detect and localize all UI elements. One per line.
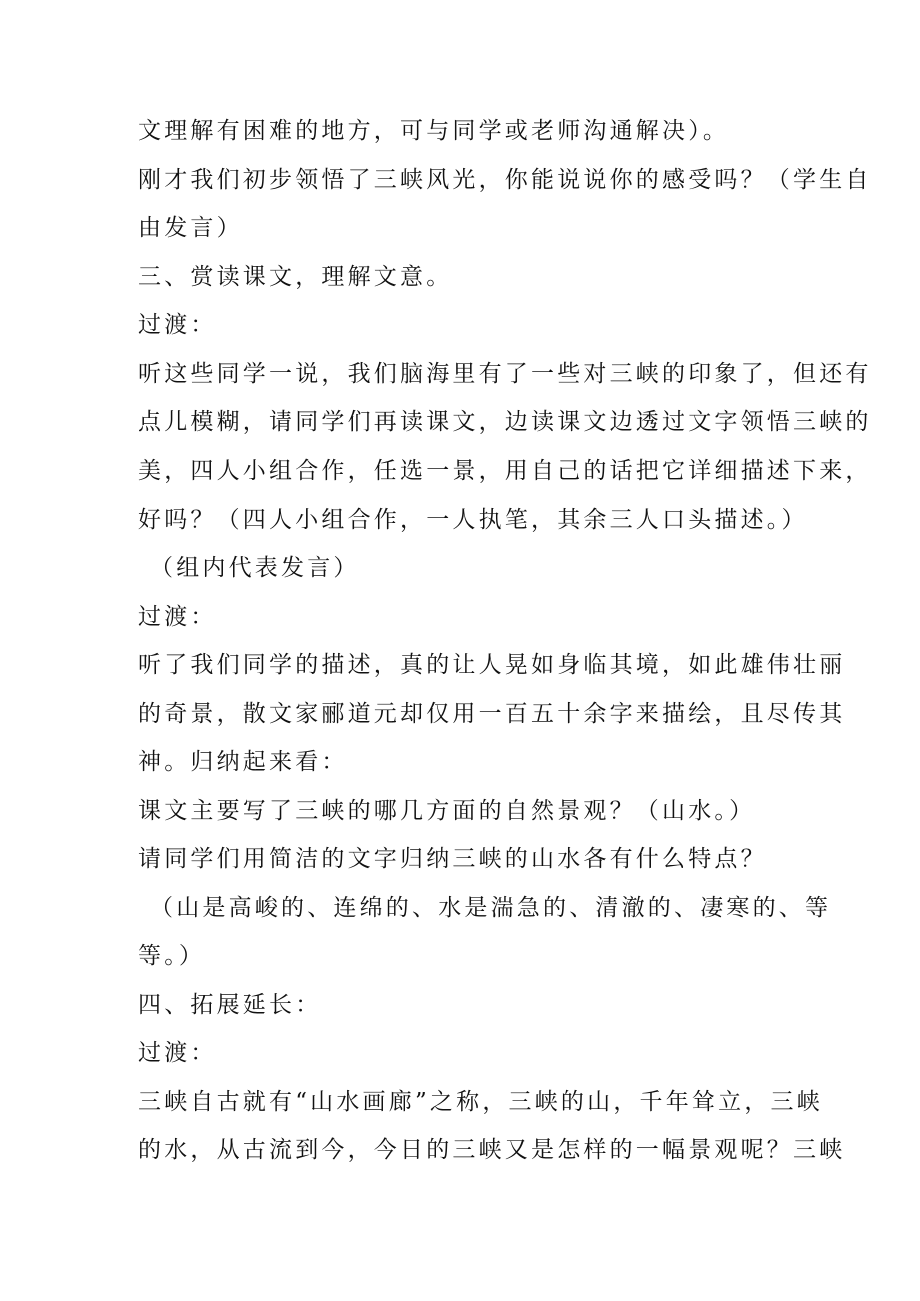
text-line: （山是高峻的、连绵的、水是湍急的、清澈的、凄寒的、等 [150,895,832,921]
transition-label: 过渡： [138,604,217,630]
text-line: 好吗？（四人小组合作，一人执笔，其余三人口头描述。） [138,507,808,533]
text-line: 文理解有困难的地方，可与同学或老师沟通解决）。 [138,118,730,144]
text-line: 点儿模糊，请同学们再读课文，边读课文边透过文字领悟三峡的 [138,409,872,435]
text-line: 神。归纳起来看： [138,749,348,775]
text-line: 三峡自古就有“山水画廊”之称，三峡的山，千年耸立，三峡 [138,1089,823,1115]
transition-label: 过渡： [138,1040,217,1066]
text-line: 的奇景，散文家郦道元却仅用一百五十余字来描绘，且尽传其 [138,701,846,727]
text-line: 的水，从古流到今，今日的三峡又是怎样的一幅景观呢？三峡 [138,1137,846,1163]
text-line: 美，四人小组合作，任选一景，用自己的话把它详细描述下来， [138,458,872,484]
section-heading: 三、赏读课文，理解文意。 [138,264,453,290]
text-line: 听了我们同学的描述，真的让人晃如身临其境，如此雄伟壮丽 [138,652,846,678]
text-line: （组内代表发言） [150,555,360,581]
text-line: 等。） [138,943,206,969]
text-line: 由发言） [138,215,243,241]
text-line: 刚才我们初步领悟了三峡风光，你能说说你的感受吗？（学生自 [138,167,872,193]
transition-label: 过渡： [138,312,217,338]
text-line: 请同学们用简洁的文字归纳三峡的山水各有什么特点？ [138,846,767,872]
text-line: 课文主要写了三峡的哪几方面的自然景观？（山水。） [138,798,756,824]
section-heading: 四、拓展延长： [138,992,322,1018]
text-line: 听这些同学一说，我们脑海里有了一些对三峡的印象了，但还有 [138,361,872,387]
